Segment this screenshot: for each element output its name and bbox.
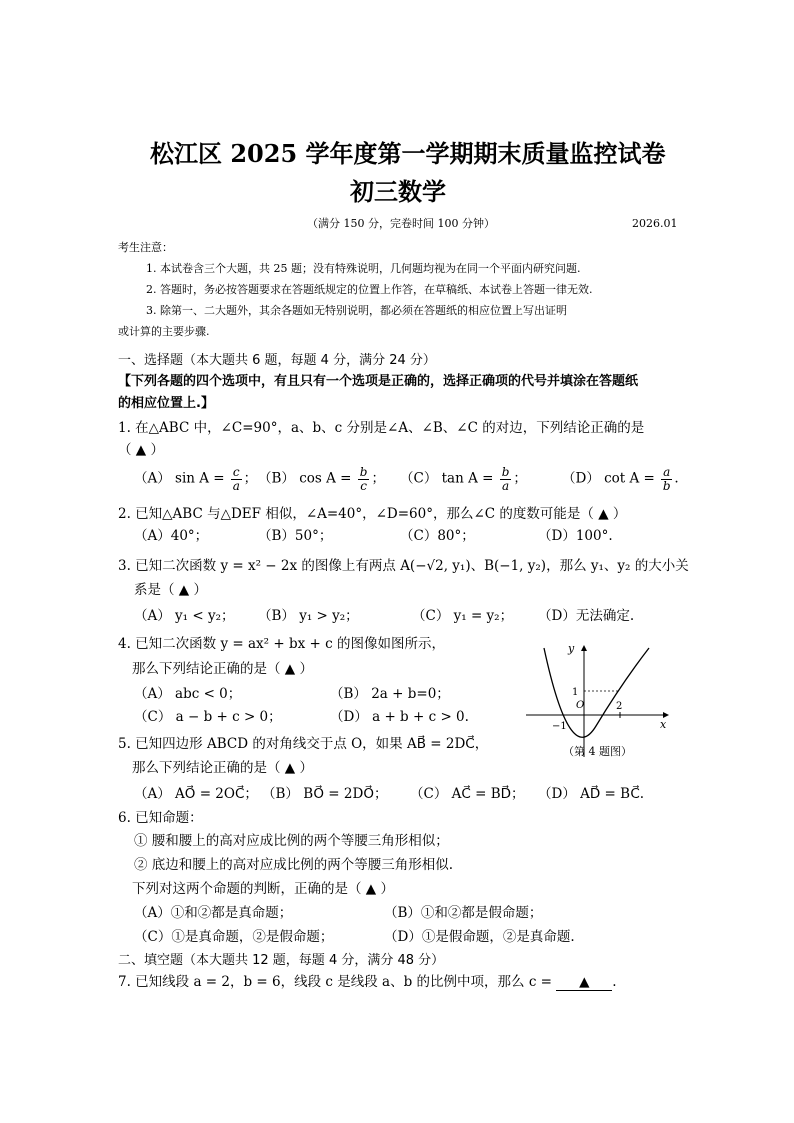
q1-option-a-label: （A） sin A = bbox=[134, 470, 225, 487]
notice-item-3-cont: 或计算的主要步骤. bbox=[118, 325, 210, 338]
section1-instruction-2: 的相应位置上.】 bbox=[118, 396, 214, 411]
q3-option-d: （D）无法确定. bbox=[538, 608, 635, 624]
notice-item-1: 1. 本试卷含三个大题，共 25 题；没有特殊说明，几何题均视为在同一个平面内研究问题. bbox=[146, 262, 581, 275]
q7-text: 7. 已知线段 a = 2，b = 6，线段 c 是线段 a、b 的比例中项，那么 c = bbox=[118, 974, 552, 990]
numerator: a bbox=[663, 465, 671, 479]
notice-heading: 考生注意： bbox=[118, 241, 173, 254]
q1-option-b-fraction bbox=[358, 466, 370, 492]
q6-proposition-1: ① 腰和腰上的高对应成比例的两个等腰三角形相似； bbox=[134, 833, 449, 849]
numerator: b bbox=[359, 465, 368, 479]
exam-subject: 初三数学 bbox=[350, 177, 446, 206]
q1-option-b-label: （B） cos A = bbox=[258, 470, 352, 487]
q3-option-a: （A） y₁ < y₂； bbox=[134, 608, 235, 624]
q1-option-a-fraction bbox=[231, 466, 242, 492]
q1-option-c-fraction bbox=[500, 466, 512, 492]
exam-info: （满分 150 分，完卷时间 100 分钟） bbox=[307, 217, 495, 230]
q1-option-d bbox=[562, 466, 679, 492]
q4-label-origin: O bbox=[576, 700, 585, 711]
q2-option-c: （C）80°； bbox=[400, 528, 475, 544]
q7-answer-blank[interactable]: ▲ bbox=[556, 974, 612, 991]
exam-date: 2026.01 bbox=[632, 217, 678, 230]
exam-title: 松江区 2025 学年度第一学期期末质量监控试卷 bbox=[150, 139, 666, 168]
q4-parabola-shape bbox=[546, 648, 649, 726]
q2-option-a: （A）40°； bbox=[134, 528, 209, 544]
notice-item-3: 3. 除第一、二大题外，其余各题如无特别说明，都必须在答题纸的相应位置上写出证明 bbox=[146, 304, 567, 317]
q4-label-neg-one: −1 bbox=[552, 721, 567, 732]
q1-option-b-end: ； bbox=[371, 470, 385, 487]
numerator: b bbox=[501, 465, 510, 479]
q4-option-a: （A） abc < 0； bbox=[134, 686, 242, 702]
q1-option-d-label: （D） cot A = bbox=[562, 470, 655, 487]
q7-stem bbox=[118, 974, 617, 991]
q4-option-b: （B） 2a + b=0； bbox=[330, 686, 450, 702]
section1-instruction-1: 【下列各题的四个选项中，有且只有一个选项是正确的，选择正确项的代号并填涂在答题纸 bbox=[118, 374, 639, 389]
q5-option-d: （D） AD⃗ = BC⃗. bbox=[538, 786, 645, 802]
q6-option-b: （B）①和②都是假命题； bbox=[384, 905, 543, 921]
q4-option-d: （D） a + b + c > 0. bbox=[330, 709, 469, 725]
q1-option-c-label: （C） tan A = bbox=[400, 470, 494, 487]
q7-end: . bbox=[612, 974, 617, 990]
q4-figure-caption: （第 4 题图） bbox=[563, 745, 632, 758]
q1-option-a bbox=[134, 466, 257, 492]
q3-stem: 3. 已知二次函数 y = x² − 2x 的图像上有两点 A(−√2, y₁)、B(−1, y₂)，那么 y₁、y₂ 的大小关 bbox=[118, 558, 689, 574]
q1-option-a-end: ； bbox=[243, 470, 258, 487]
q3-option-c: （C） y₁ = y₂； bbox=[412, 608, 514, 624]
q3-stem-cont: 系是（ ▲ ） bbox=[134, 582, 207, 598]
q1-stem: 1. 在△ABC 中，∠C=90°，a、b、c 分别是∠A、∠B、∠C 的对边，下列结论正确的是 bbox=[118, 420, 645, 436]
q4-graph bbox=[524, 642, 672, 760]
q1-option-d-fraction bbox=[661, 466, 672, 492]
denominator: b bbox=[662, 478, 671, 493]
q4-label-x: x bbox=[660, 718, 667, 731]
q4-graph-svg bbox=[524, 642, 672, 760]
q2-option-d: （D）100°. bbox=[538, 528, 613, 544]
q1-stem-cont: （ ▲ ） bbox=[118, 442, 164, 458]
q5-option-a: （A） AO⃗ = 2OC⃗； bbox=[134, 786, 258, 802]
q4-stem-cont: 那么下列结论正确的是（ ▲ ） bbox=[132, 661, 313, 677]
section2-heading: 二、填空题（本大题共 12 题，每题 4 分，满分 48 分） bbox=[118, 953, 445, 968]
q1-option-b bbox=[258, 466, 385, 492]
q4-label-y: y bbox=[568, 642, 575, 655]
q6-stem: 6. 已知命题： bbox=[118, 810, 203, 826]
numerator: c bbox=[232, 465, 240, 479]
q5-option-b: （B） BO⃗ = 2DO⃗； bbox=[262, 786, 388, 802]
notice-item-2: 2. 答题时，务必按答题要求在答题纸规定的位置上作答，在草稿纸、本试卷上答题一律无效. bbox=[146, 283, 593, 296]
q1-option-d-end: . bbox=[674, 470, 679, 487]
q5-stem-cont: 那么下列结论正确的是（ ▲ ） bbox=[132, 760, 313, 776]
q4-option-c: （C） a − b + c > 0； bbox=[134, 709, 282, 725]
q6-option-a: （A）①和②都是真命题； bbox=[134, 905, 293, 921]
section1-heading: 一、选择题（本大题共 6 题，每题 4 分，满分 24 分） bbox=[118, 353, 436, 368]
q2-stem: 2. 已知△ABC 与△DEF 相似，∠A=40°，∠D=60°，那么∠C 的度数可能是（ ▲ ） bbox=[118, 506, 627, 522]
denominator: a bbox=[232, 478, 240, 493]
denominator: a bbox=[502, 478, 510, 493]
q6-option-d: （D）①是假命题，②是真命题. bbox=[384, 929, 575, 945]
q6-option-c: （C）①是真命题，②是假命题； bbox=[134, 929, 334, 945]
q5-stem: 5. 已知四边形 ABCD 的对角线交于点 O，如果 AB⃗ = 2DC⃗， bbox=[118, 736, 489, 752]
q4-label-two: 2 bbox=[616, 701, 623, 712]
q2-option-b: （B）50°； bbox=[258, 528, 333, 544]
q3-option-b: （B） y₁ > y₂； bbox=[258, 608, 359, 624]
q4-stem: 4. 已知二次函数 y = ax² + bx + c 的图像如图所示， bbox=[118, 636, 445, 652]
denominator: c bbox=[360, 478, 367, 493]
q4-label-one: 1 bbox=[572, 687, 579, 698]
q1-option-c-end: ； bbox=[513, 470, 527, 487]
q6-stem-cont: 下列对这两个命题的判断，正确的是（ ▲ ） bbox=[132, 881, 394, 897]
q6-proposition-2: ② 底边和腰上的高对应成比例的两个等腰三角形相似. bbox=[134, 857, 454, 873]
q1-option-c bbox=[400, 466, 527, 492]
q5-option-c: （C） AC⃗ = BD⃗； bbox=[410, 786, 525, 802]
